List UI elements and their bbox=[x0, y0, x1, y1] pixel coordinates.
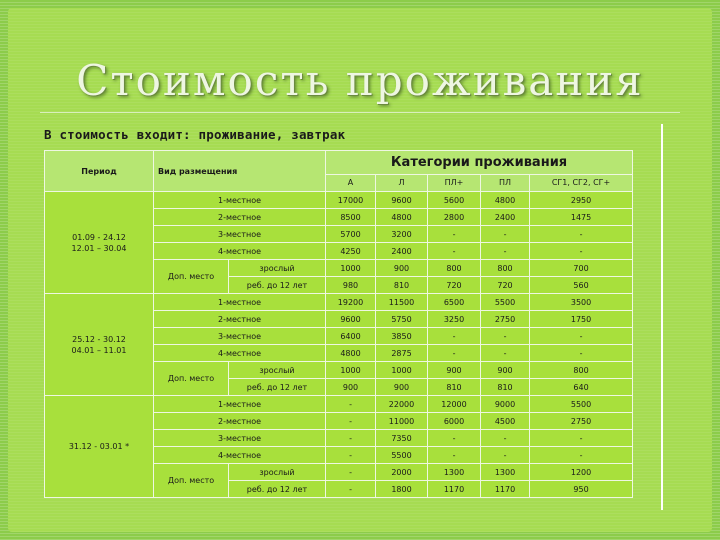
price-cell: - bbox=[428, 345, 481, 362]
price-cell: 810 bbox=[481, 379, 530, 396]
room-type-cell: 1-местное bbox=[154, 192, 326, 209]
room-type-cell: 1-местное bbox=[154, 294, 326, 311]
price-cell: 800 bbox=[530, 362, 633, 379]
price-cell: 17000 bbox=[326, 192, 376, 209]
price-cell: 4800 bbox=[481, 192, 530, 209]
header-col-pl: ПЛ bbox=[481, 174, 530, 191]
price-cell: 9600 bbox=[326, 311, 376, 328]
price-cell: 22000 bbox=[376, 396, 428, 413]
header-period: Период bbox=[45, 151, 154, 192]
room-type-cell: 3-местное bbox=[154, 328, 326, 345]
period-line-2: 12.01 – 30.04 bbox=[71, 243, 127, 253]
price-cell: - bbox=[326, 413, 376, 430]
price-cell: 2000 bbox=[376, 464, 428, 481]
price-cell: 800 bbox=[428, 260, 481, 277]
price-cell: 1800 bbox=[376, 481, 428, 498]
price-cell: 900 bbox=[428, 362, 481, 379]
extra-bed-cell: Доп. место bbox=[154, 362, 229, 396]
price-cell: 3850 bbox=[376, 328, 428, 345]
table-row bbox=[45, 294, 633, 311]
price-cell: 11500 bbox=[376, 294, 428, 311]
price-cell: - bbox=[326, 396, 376, 413]
price-cell: 3500 bbox=[530, 294, 633, 311]
price-cell: 980 bbox=[326, 277, 376, 294]
room-type-cell: 3-местное bbox=[154, 430, 326, 447]
price-cell: 2400 bbox=[481, 209, 530, 226]
extra-bed-subtype-cell: зрослый bbox=[229, 362, 326, 379]
page-title: Стоимость проживания bbox=[76, 56, 644, 105]
price-cell: 700 bbox=[530, 260, 633, 277]
price-cell: 4500 bbox=[481, 413, 530, 430]
period-line-1: 25.12 - 30.12 bbox=[72, 334, 126, 344]
price-cell: 1475 bbox=[530, 209, 633, 226]
price-cell: 2950 bbox=[530, 192, 633, 209]
price-cell: 560 bbox=[530, 277, 633, 294]
price-cell: 810 bbox=[428, 379, 481, 396]
header-col-sg: СГ1, СГ2, СГ+ bbox=[530, 174, 633, 191]
room-type-cell: 4-местное bbox=[154, 447, 326, 464]
price-cell: - bbox=[428, 226, 481, 243]
price-cell: - bbox=[326, 430, 376, 447]
price-cell: - bbox=[428, 447, 481, 464]
room-type-cell: 1-местное bbox=[154, 396, 326, 413]
period-cell bbox=[45, 396, 154, 498]
price-cell: - bbox=[428, 328, 481, 345]
price-cell: 900 bbox=[481, 362, 530, 379]
header-col-a: А bbox=[326, 174, 376, 191]
price-cell: 6500 bbox=[428, 294, 481, 311]
extra-bed-subtype-cell: реб. до 12 лет bbox=[229, 481, 326, 498]
period-line-2: 04.01 – 11.01 bbox=[71, 345, 127, 355]
price-cell: 2875 bbox=[376, 345, 428, 362]
price-cell: 4800 bbox=[376, 209, 428, 226]
title-divider bbox=[40, 112, 680, 113]
price-cell: - bbox=[481, 226, 530, 243]
price-cell: 1000 bbox=[326, 362, 376, 379]
price-cell: - bbox=[481, 345, 530, 362]
price-cell: - bbox=[326, 447, 376, 464]
price-table bbox=[44, 150, 633, 498]
price-cell: 900 bbox=[376, 260, 428, 277]
extra-bed-subtype-cell: зрослый bbox=[229, 464, 326, 481]
price-cell: 8500 bbox=[326, 209, 376, 226]
room-type-cell: 3-местное bbox=[154, 226, 326, 243]
table-row bbox=[45, 192, 633, 209]
price-cell: - bbox=[530, 328, 633, 345]
price-cell: - bbox=[481, 430, 530, 447]
price-cell: 1170 bbox=[428, 481, 481, 498]
price-cell: - bbox=[428, 430, 481, 447]
price-cell: 1750 bbox=[530, 311, 633, 328]
price-cell: 2750 bbox=[530, 413, 633, 430]
price-cell: 6000 bbox=[428, 413, 481, 430]
price-cell: 5500 bbox=[530, 396, 633, 413]
room-type-cell: 2-местное bbox=[154, 413, 326, 430]
price-cell: 2400 bbox=[376, 243, 428, 260]
price-cell: 900 bbox=[326, 379, 376, 396]
price-cell: 1300 bbox=[428, 464, 481, 481]
price-cell: - bbox=[481, 328, 530, 345]
price-cell: 2800 bbox=[428, 209, 481, 226]
price-cell: - bbox=[530, 447, 633, 464]
price-cell: 1000 bbox=[376, 362, 428, 379]
price-cell: 5750 bbox=[376, 311, 428, 328]
price-cell: 5500 bbox=[376, 447, 428, 464]
header-col-l: Л bbox=[376, 174, 428, 191]
price-cell: 720 bbox=[428, 277, 481, 294]
price-cell: 900 bbox=[376, 379, 428, 396]
price-cell: 7350 bbox=[376, 430, 428, 447]
price-cell: 5600 bbox=[428, 192, 481, 209]
price-cell: 5500 bbox=[481, 294, 530, 311]
price-cell: 3250 bbox=[428, 311, 481, 328]
price-cell: 11000 bbox=[376, 413, 428, 430]
header-categories: Категории проживания bbox=[326, 151, 633, 175]
header-col-pl-plus: ПЛ+ bbox=[428, 174, 481, 191]
period-cell bbox=[45, 192, 154, 294]
room-type-cell: 2-местное bbox=[154, 209, 326, 226]
price-includes-note: В стоимость входит: проживание, завтрак bbox=[44, 127, 346, 142]
price-cell: 9600 bbox=[376, 192, 428, 209]
price-cell: 810 bbox=[376, 277, 428, 294]
table-row bbox=[45, 396, 633, 413]
price-cell: 19200 bbox=[326, 294, 376, 311]
price-cell: 9000 bbox=[481, 396, 530, 413]
price-cell: - bbox=[530, 430, 633, 447]
period-line-1: 01.09 - 24.12 bbox=[72, 232, 126, 242]
price-cell: - bbox=[326, 464, 376, 481]
price-cell: - bbox=[530, 226, 633, 243]
price-cell: 720 bbox=[481, 277, 530, 294]
price-cell: 4250 bbox=[326, 243, 376, 260]
price-cell: 950 bbox=[530, 481, 633, 498]
price-cell: 1170 bbox=[481, 481, 530, 498]
extra-bed-cell: Доп. место bbox=[154, 260, 229, 294]
price-cell: 12000 bbox=[428, 396, 481, 413]
room-type-cell: 4-местное bbox=[154, 243, 326, 260]
price-cell: 4800 bbox=[326, 345, 376, 362]
price-cell: - bbox=[326, 481, 376, 498]
price-cell: 1300 bbox=[481, 464, 530, 481]
price-cell: 640 bbox=[530, 379, 633, 396]
price-cell: 6400 bbox=[326, 328, 376, 345]
period-line-1: 31.12 - 03.01 * bbox=[68, 442, 130, 451]
price-cell: 2750 bbox=[481, 311, 530, 328]
price-cell: 800 bbox=[481, 260, 530, 277]
period-cell bbox=[45, 294, 154, 396]
extra-bed-subtype-cell: реб. до 12 лет bbox=[229, 379, 326, 396]
price-cell: 3200 bbox=[376, 226, 428, 243]
price-cell: 1200 bbox=[530, 464, 633, 481]
price-cell: - bbox=[530, 345, 633, 362]
price-cell: - bbox=[481, 243, 530, 260]
price-cell: 5700 bbox=[326, 226, 376, 243]
price-cell: - bbox=[530, 243, 633, 260]
extra-bed-subtype-cell: зрослый bbox=[229, 260, 326, 277]
extra-bed-cell: Доп. место bbox=[154, 464, 229, 498]
extra-bed-subtype-cell: реб. до 12 лет bbox=[229, 277, 326, 294]
price-cell: - bbox=[428, 243, 481, 260]
room-type-cell: 2-местное bbox=[154, 311, 326, 328]
price-cell: 1000 bbox=[326, 260, 376, 277]
header-accommodation-type: Вид размещения bbox=[154, 151, 326, 192]
price-cell: - bbox=[481, 447, 530, 464]
room-type-cell: 4-местное bbox=[154, 345, 326, 362]
decorative-vertical-line bbox=[661, 124, 663, 510]
